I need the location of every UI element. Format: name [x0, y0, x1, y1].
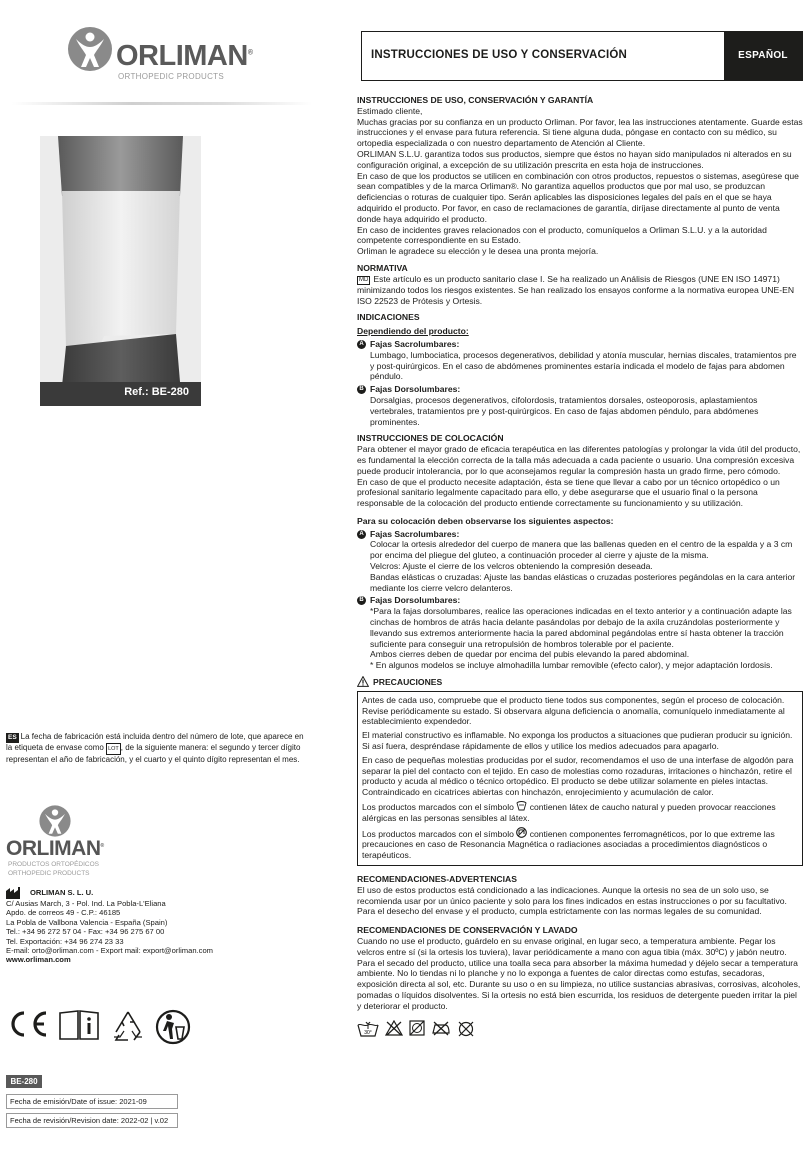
company-heading — [6, 887, 306, 899]
item-title: Fajas Dorsolumbares: — [370, 384, 461, 395]
brand-footer-subtitle-es: PRODUCTOS ORTOPÉDICOS — [8, 861, 100, 868]
item-title: Fajas Sacrolumbares: — [370, 528, 460, 539]
paragraph: Para el desecho del envase y el producto, cumpla estrictamente con las normas legales de su comunidad. — [357, 906, 762, 917]
paragraph: Muchas gracias por su confianza en un producto Orliman. Por favor, lea las instrucciones atentamente. Guarde estas instrucciones y el envase para futura referencia. Si tiene alguna duda, póngase en contacto con su médico, su ortopedia especializada o con nuestro departamento de Atención al Cliente. — [357, 116, 803, 149]
item-text: Velcros: Ajuste el cierre de los velcros obteniendo la compresión deseada. — [370, 561, 653, 572]
brand-footer-subtitle-en: ORTHOPEDIC PRODUCTS — [8, 870, 90, 877]
company-name: ORLIMAN S. L. U. — [30, 888, 94, 897]
paragraph: El uso de estos productos está condicionado a las indicaciones. Aunque la ortesis no sea de un solo uso, se recomienda usar por un único paciente y solo para los fines indicados en estas instrucciones o por su facultativo. — [357, 884, 787, 906]
indicaciones-subtitle: Dependiendo del producto: — [357, 326, 469, 337]
item-text: Dorsalgias, procesos degenerativos, cifolordosis, tratamientos dorsales, osteoporosis, aplastamientos vertebrales, tratamientos pre y post-quirúrgicos. En caso de fajas abdomen péndulo, para abdómenes prominentes. — [370, 394, 759, 427]
care-icons — [357, 1020, 803, 1040]
marker-b-icon: B — [357, 596, 366, 605]
section-title-recomendaciones: RECOMENDACIONES-ADVERTENCIAS — [357, 874, 517, 884]
section-title-garantia: INSTRUCCIONES DE USO, CONSERVACIÓN Y GARANTÍA — [357, 95, 594, 105]
marker-b-icon: B — [357, 385, 366, 394]
brand-subtitle: ORTHOPEDIC PRODUCTS — [118, 72, 225, 81]
item-title: Fajas Sacrolumbares: — [370, 338, 460, 349]
magnetic-text-b: contienen componentes ferromagnéticos, por lo que extreme las precauciones en caso de Resonancia Magnética o radiaciones asociadas a procedimientos diagnósticos o terapéuticos. — [362, 828, 775, 861]
item-text: Lumbago, lumbociatica, procesos degenerativos, debilidad y atonía muscular, hernias discales, tratamientos pre y post-quirúrgicos. En el caso de abdómenes prominentes estaría indicada el modelo de fajas para abdomen péndulo. — [370, 349, 797, 382]
dispose-bin-icon — [154, 1009, 192, 1045]
company-line: Tel.: +34 96 272 57 04 - Fax: +34 96 275 67 00 — [6, 927, 165, 937]
language-tag: ES — [8, 734, 17, 741]
section-title-colocacion: INSTRUCCIONES DE COLOCACIÓN — [357, 433, 504, 444]
lot-symbol: LOT — [106, 743, 121, 755]
no-bleach-icon — [385, 1020, 403, 1036]
warning-icon — [357, 676, 369, 687]
product-code-badge: BE-280 — [6, 1075, 42, 1088]
paragraph: En caso de que los productos se utilicen en combinación con otros productos, repuestos o sistemas, asegúrese que sean compatibles y de la marca Orliman®. No garantiza aquellos productos que por mal uso, se produzcan deficiencias o roturas de cualquier tipo. Serán aplicables las disposiciones legales del país en el que se haya adquirido el producto. Por favor, en caso de reclamaciones de garantía, diríjase directamente al punto de venta donde haya adquirido el producto. — [357, 170, 799, 224]
list-item — [357, 339, 803, 382]
no-tumble-dry-icon — [409, 1020, 425, 1036]
latex-text-a: Los productos marcados con el símbolo — [362, 802, 514, 813]
list-item — [357, 529, 803, 594]
issue-date: Fecha de emisión/Date of issue: 2021-09 — [6, 1094, 178, 1109]
revision-date: Fecha de revisión/Revision date: 2022-02 | v.02 — [6, 1113, 178, 1128]
magnetic-paragraph — [362, 827, 798, 861]
item-title: Fajas Dorsolumbares: — [370, 595, 461, 606]
company-line: Apdo. de correos 49 - C.P.: 46185 — [6, 908, 121, 918]
precautions-box — [357, 691, 803, 866]
orliman-logo-icon — [66, 25, 114, 73]
brand-footer-name: ORLIMAN® — [6, 837, 104, 860]
section-title-conservacion: RECOMENDACIONES DE CONSERVACIÓN Y LAVADO — [357, 925, 578, 936]
mri-unsafe-icon — [516, 827, 527, 838]
instructions-content — [357, 95, 803, 1040]
language-label: ESPAÑOL — [724, 32, 802, 80]
item-text: * En algunos modelos se incluye almohadilla lumbar removible (efecto calor), y mejor adaptación lordosis. — [370, 660, 773, 671]
paragraph: El material constructivo es inflamable. No exponga los productos a situaciones que pudieran producir su ignición. Si así fuera, despréndase rápidamente de ellos y utilice los medios adecuados para apagarlo. — [362, 730, 793, 752]
svg-text:30°: 30° — [364, 1029, 372, 1036]
lot-note-text1: La fecha de fabricación está incluida dentro del número de lote, que aparece en la etiqueta de envase como — [6, 732, 304, 752]
certification-icons — [6, 1009, 196, 1055]
item-text: Colocar la ortesis alrededor del cuerpo de manera que las ballenas queden en el centro de la espalda y a 3 cm por encima del pliegue del gluteo, a continuación proceder al cierre y ajuste de la misma. — [370, 539, 793, 561]
product-photo — [40, 136, 201, 406]
paragraph: ORLIMAN S.L.U. garantiza todos sus productos, siempre que éstos no hayan sido manipulados ni alterados en su configuración original, a excepción de su utilización prescrita en esta hoja de instrucciones. — [357, 148, 792, 170]
medical-device-symbol: MD — [359, 276, 369, 283]
paragraph: En caso de pequeñas molestias producidas por el sudor, recomendamos el uso de una interfase de algodón para separar la piel del contacto con el tejido. En caso de molestias como rozaduras, irritaciones o hinchazón, retire el producto y acuda al médico o técnico ortopédico. El producto se debe utilizar solamente en pieles intactas. Contraindicado en cicatrices abiertas con hinchazón, enrojecimiento y acumulación de calor. — [362, 754, 794, 798]
paragraph: Estimado cliente, — [357, 105, 423, 116]
paragraph: En caso de incidentes graves relacionados con el producto, comuníquelos a Orliman S.L.U. y a la autoridad competente correspondiente en su Estado. — [357, 224, 767, 246]
latex-paragraph — [362, 801, 798, 824]
ce-mark-icon — [6, 1009, 50, 1039]
instructions-book-icon — [58, 1009, 100, 1041]
paragraph: Para obtener el mayor grado de eficacia terapéutica en las diferentes patologías y prolongar la vida útil del producto, es fundamental la elección correcta de la talla más adecuada a cada paciente o usuario. Una compresión excesiva puede producir intolerancia, por lo que aconsejamos regular la compresión hasta un grado firme, pero cómodo. — [357, 444, 801, 476]
section-title-precauciones — [357, 677, 803, 688]
no-dry-clean-icon — [457, 1020, 475, 1038]
magnetic-text-a: Los productos marcados con el símbolo — [362, 828, 514, 839]
brand-header — [66, 25, 266, 85]
item-text: *Para la fajas dorsolumbares, realice las operaciones indicadas en el texto anterior y a continuación adapte las cinchas de hombros de atrás hacia delante pasándolas por debajo de la axila cruzándolas posteriormente y llevando sus extremos anteriormente hacia la pared abdominal pegándolas entre sí hasta obtener la tracción suficiente para conseguir una retropulsión de hombros tolerable por el paciente. — [370, 606, 792, 649]
paragraph: Cuando no use el producto, guárdelo en su envase original, en lugar seco, a temperatura ambiente. Pegar los velcros entre sí (si la ortesis los tuviera), lavar periódicamente a mano con agua tibia (máx. 30ºC) y jabón neutro. Para el secado del producto, utilice una toalla seca para absorber la máxima humedad y déjelo secar a temperatura ambiente. No lo tiendas ni lo planche y no lo exponga a fuentes de calor directas como estufas, secadoras, exposición directa al sol, etc. Durante su uso o en su limpieza, no utilice sustancias abrasivas, corrosivas, alcoholes, pomadas o líquidos disolventes. Si la ortesis no está bien escurrida, los residuos de detergente pueden irritar la piel y deteriorar el producto. — [357, 935, 801, 1011]
company-line: E-mail: orto@orliman.com - Export mail: export@orliman.com — [6, 946, 214, 956]
lot-note-text2: , de la siguiente manera: el segundo y tercer dígito representan el año de fabricación, y el cuarto y el quinto dígito representan el mes. — [6, 743, 301, 764]
marker-a-icon: A — [357, 530, 366, 539]
list-item — [357, 384, 803, 427]
product-photo-illustration — [40, 136, 201, 406]
aspects-title: Para su colocación deben observarse los siguientes aspectos: — [357, 515, 614, 526]
document-title: INSTRUCCIONES DE USO Y CONSERVACIÓN — [371, 49, 627, 61]
manufacturer-icon — [6, 887, 26, 899]
item-text: Ambos cierres deben de quedar por encima del pubis elevando la pared abdominal. — [370, 649, 690, 660]
lot-note — [6, 732, 306, 765]
section-title-normativa: NORMATIVA — [357, 262, 408, 273]
orliman-logo-icon — [38, 804, 72, 838]
list-item — [357, 595, 803, 671]
company-website[interactable]: www.orliman.com — [6, 955, 71, 965]
latex-text-b: contienen látex de caucho natural y pueden provocar reacciones alérgicas en las personas sensibles al látex. — [362, 802, 776, 823]
brand-name: ORLIMAN® — [116, 40, 253, 72]
normativa-body: Este artículo es un producto sanitario clase I. Se ha realizado un Análisis de Riesgos (UNE EN ISO 14971) minimizando todos los riesgos existentes. Se han realizado los ensayos conforme a la normativa europea UNE-EN ISO 22523 de Prótesis y Ortesis. — [357, 273, 795, 306]
hand-wash-30-icon — [357, 1020, 379, 1038]
product-reference: Ref.: BE-280 — [124, 386, 189, 398]
header-divider — [12, 102, 312, 105]
brand-footer — [6, 804, 136, 880]
section-title-indicaciones: INDICACIONES — [357, 312, 420, 323]
precauciones-title: PRECAUCIONES — [373, 677, 443, 688]
marker-a-icon: A — [357, 340, 366, 349]
recycle-icon — [110, 1009, 146, 1043]
company-line: Tel. Exportación: +34 96 274 23 33 — [6, 936, 124, 946]
paragraph: Antes de cada uso, compruebe que el producto tiene todos sus componentes, según el proceso de colocación. Revise periódicamente su estado. Si observara alguna deficiencia o anomalía, comuníquelo inmediatamente al establecimiento expendedor. — [362, 694, 785, 727]
paragraph: Orliman le agradece su elección y le desea una pronta mejoría. — [357, 246, 599, 257]
no-iron-icon — [431, 1020, 451, 1036]
company-line: La Pobla de Vallbona Valencia - España (Spain) — [6, 917, 168, 927]
company-info — [6, 887, 306, 965]
paragraph: En caso de que el producto necesite adaptación, ésta se tiene que llevar a cabo por un técnico ortopédico o un profesional sanitario legalmente capacitado para ello, y debe asegurarse que el usuario final o la persona responsable de la colocación del producto entiende correctamente su funcionamiento y su utilización. — [357, 476, 780, 509]
latex-icon — [516, 801, 527, 811]
normativa-text — [357, 274, 803, 307]
item-text: Bandas elásticas o cruzadas: Ajuste las bandas elásticas o cruzadas posteriores pegándolas en la cara anterior mediante los cierre velcro delanteros. — [370, 571, 796, 593]
company-line: C/ Ausias March, 3 - Pol. Ind. La Pobla-L'Eliana — [6, 899, 166, 908]
document-header — [361, 31, 803, 81]
